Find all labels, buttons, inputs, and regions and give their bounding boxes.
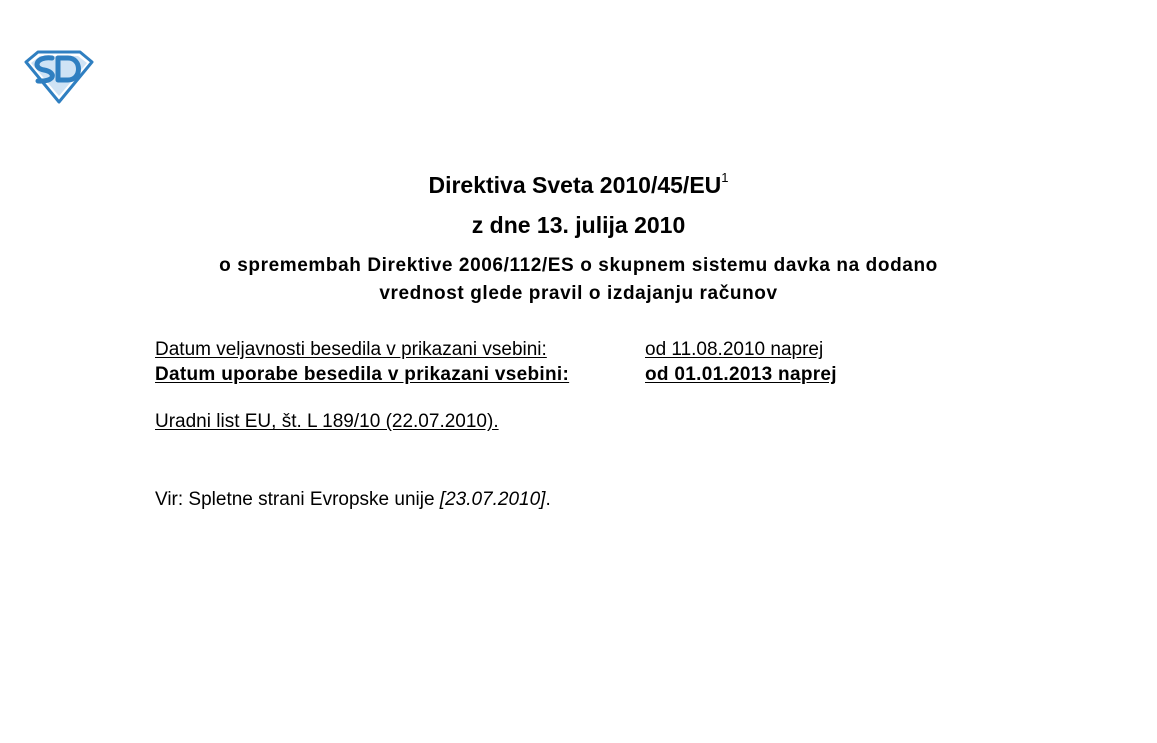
- sd-logo-icon: [22, 48, 96, 104]
- directive-date: z dne 13. julija 2010: [471, 212, 686, 238]
- subtitle-line-1: o spremembah Direktive 2006/112/ES o skupnem sistemu davka na dodano: [219, 255, 938, 276]
- directive-title: [0, 172, 1157, 199]
- directive-title-text: Direktiva Sveta 2010/45/EU: [428, 172, 722, 198]
- source-prefix: Vir: Spletne strani Evropske unije: [155, 489, 440, 510]
- directive-subtitle: [0, 252, 1157, 308]
- source-date: [23.07.2010]: [439, 489, 546, 510]
- validity-value: od 11.08.2010 naprej: [645, 339, 824, 360]
- application-label: Datum uporabe besedila v prikazani vsebini:: [155, 364, 570, 385]
- source-line: [155, 489, 551, 511]
- source-suffix: .: [545, 489, 551, 510]
- validity-label: Datum veljavnosti besedila v prikazani vsebini:: [155, 339, 547, 360]
- official-journal-reference: Uradni list EU, št. L 189/10 (22.07.2010).: [155, 411, 499, 432]
- subtitle-line-2: vrednost glede pravil o izdajanju računov: [379, 283, 778, 304]
- footnote-marker: 1: [721, 170, 729, 186]
- application-value: od 01.01.2013 naprej: [645, 364, 837, 385]
